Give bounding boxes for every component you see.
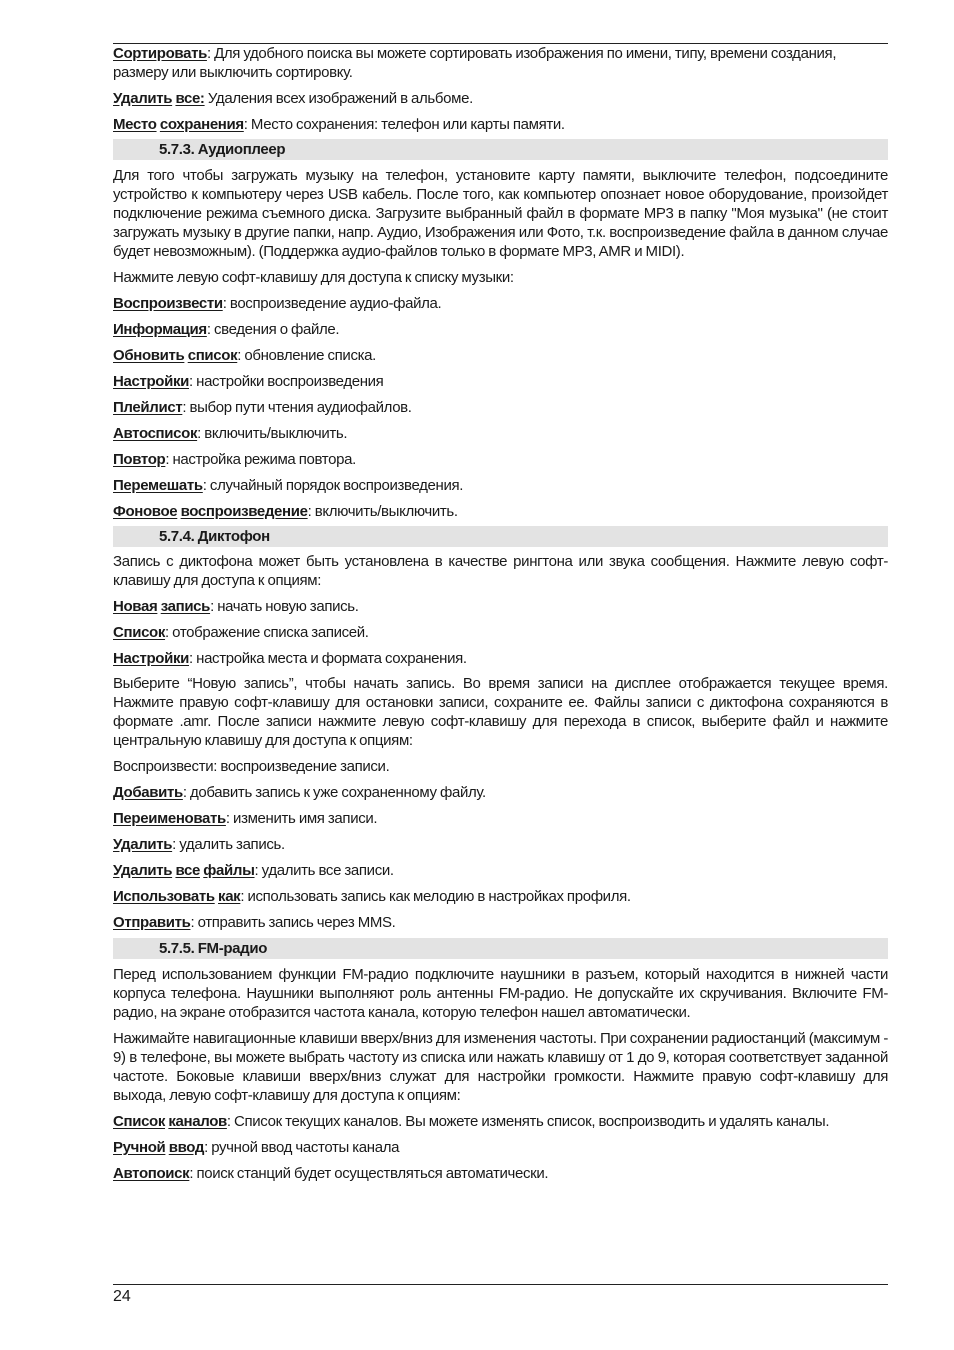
- term: Настройки: [113, 650, 189, 667]
- def-list: Список: отображение списка записей.: [113, 624, 369, 641]
- term: воспроизведение: [180, 503, 308, 520]
- term: Настройки: [113, 373, 189, 390]
- term: сохранения: [159, 116, 244, 133]
- def-autolist: Автосписок: включить/выключить.: [113, 425, 348, 442]
- term: Сортировать: [113, 45, 207, 62]
- def-delete-all-files: Удалить все файлы: удалить все записи.: [113, 862, 394, 879]
- term: Удалить: [113, 90, 173, 107]
- term: Информация: [113, 321, 207, 338]
- def-playlist: Плейлист: выбор пути чтения аудиофайлов.: [113, 399, 412, 416]
- term: список: [187, 347, 238, 364]
- section-heading-recorder: 5.7.4. Диктофон: [113, 526, 888, 547]
- term: все: [175, 862, 200, 879]
- term: Перемешать: [113, 477, 203, 494]
- paragraph: Нажимайте навигационные клавиши вверх/вниз для изменения частоты. При сохранении радиостанций (максимум - 9) в телефоне, вы можете выбрать частоту из списка или нажать клавишу от 1 до 9, которая соответствует заданной частоте. Боковые клавиши вверх/вниз служат для настройки громкости. Нажмите правую софт-клавишу для выхода, левую софт-клавишу для доступа к опциям:: [113, 1030, 888, 1104]
- term: ввод: [168, 1139, 205, 1156]
- term: Список: [113, 624, 166, 641]
- term: Фоновое: [113, 503, 178, 520]
- term: Удалить: [113, 836, 173, 853]
- section-heading-audioplayer: 5.7.3. Аудиоплеер: [113, 139, 888, 160]
- term: Обновить: [113, 347, 185, 364]
- term: Повтор: [113, 451, 166, 468]
- page-footer: [113, 1284, 888, 1306]
- term: как: [218, 888, 241, 905]
- paragraph: Выберите “Новую запись”, чтобы начать запись. Во время записи на дисплее отображается текущее время. Нажмите правую софт-клавишу для остановки записи, сохраните ее. Файлы записи с диктофона сохраняются в формате .amr. После записи нажмите левую софт-клавишу для перехода в список, выберите файл и нажмите центральную клавишу для доступа к опциям:: [113, 675, 888, 749]
- def-use-as: Использовать как: использовать запись как мелодию в настройках профиля.: [113, 888, 631, 905]
- def-new-record: Новая запись: начать новую запись.: [113, 598, 359, 615]
- def-manual-input: Ручной ввод: ручной ввод частоты канала: [113, 1139, 400, 1156]
- def-delete: Удалить: удалить запись.: [113, 836, 285, 853]
- def-background-play: Фоновое воспроизведение: включить/выключить.: [113, 503, 458, 520]
- def-refresh: Обновить список: обновление списка.: [113, 347, 376, 364]
- page-number: 24: [113, 1288, 131, 1305]
- def-play: Воспроизвести: воспроизведение аудио-файла.: [113, 295, 442, 312]
- term: Использовать: [113, 888, 215, 905]
- def-sort: Сортировать: Для удобного поиска вы можете сортировать изображения по имени, типу, времени создания, размеру или выключить сортировку.: [113, 45, 837, 81]
- def-rename: Переименовать: изменить имя записи.: [113, 810, 378, 827]
- term: Отправить: [113, 914, 191, 931]
- def-channel-list: Список каналов: Список текущих каналов. Вы можете изменять список, воспроизводить и удалять каналы.: [113, 1113, 830, 1130]
- paragraph: Нажмите левую софт-клавишу для доступа к списку музыки:: [113, 269, 514, 286]
- paragraph: Воспроизвести: воспроизведение записи.: [113, 758, 390, 775]
- term: все:: [175, 90, 205, 107]
- def-repeat: Повтор: настройка режима повтора.: [113, 451, 356, 468]
- term: Воспроизвести: [113, 295, 223, 312]
- def-settings: Настройки: настройки воспроизведения: [113, 373, 384, 390]
- section-heading-fm-radio: 5.7.5. FM-радио: [113, 938, 888, 959]
- term: Новая: [113, 598, 158, 615]
- term: файлы: [203, 862, 255, 879]
- term: Добавить: [113, 784, 183, 801]
- term: Плейлист: [113, 399, 183, 416]
- term: Место: [113, 116, 157, 133]
- term: Автопоиск: [113, 1165, 190, 1182]
- term: Переименовать: [113, 810, 226, 827]
- term: каналов: [168, 1113, 227, 1130]
- paragraph: Для того чтобы загружать музыку на телефон, установите карту памяти, выключите телефон, подсоедините устройство к компьютеру через USB кабель. После того, как компьютер опознает новое оборудование, произойдет подключение режима съемного диска. Загрузите выбранный файл в формате MP3 в папку "Моя музыка" (не стоит загружать музыку в другие папки, напр. Аудио, Изображения или Фото, т.к. воспроизведение файла в данном случае будет невозможным). (Поддержка аудио-файлов только в формате MP3, AMR и MIDI).: [113, 167, 888, 260]
- def-send: Отправить: отправить запись через MMS.: [113, 914, 396, 931]
- term: Ручной: [113, 1139, 166, 1156]
- def-autosearch: Автопоиск: поиск станций будет осуществляться автоматически.: [113, 1165, 549, 1182]
- term: запись: [160, 598, 211, 615]
- def-info: Информация: сведения о файле.: [113, 321, 340, 338]
- def-add: Добавить: добавить запись к уже сохраненному файлу.: [113, 784, 486, 801]
- paragraph: Перед использованием функции FM-радио подключите наушники в разъем, который находится в нижней части корпуса телефона. Наушники выполняют роль антенны FM-радио. Не допускайте их скручивания. Включите FM-радио, на экране отобразится частота канала, которую телефон нашел автоматически.: [113, 966, 888, 1021]
- def-save-location: Место сохранения: Место сохранения: телефон или карты памяти.: [113, 116, 565, 133]
- def-delete-all: Удалить все: Удаления всех изображений в альбоме.: [113, 90, 473, 107]
- paragraph: Запись с диктофона может быть установлена в качестве рингтона или звука сообщения. Нажмите левую софт-клавишу для доступа к опциям:: [113, 553, 888, 589]
- def-recorder-settings: Настройки: настройка места и формата сохранения.: [113, 650, 467, 667]
- term: Автосписок: [113, 425, 198, 442]
- term: Удалить: [113, 862, 173, 879]
- term: Список: [113, 1113, 166, 1130]
- page-content: [113, 43, 888, 1183]
- def-shuffle: Перемешать: случайный порядок воспроизведения.: [113, 477, 464, 494]
